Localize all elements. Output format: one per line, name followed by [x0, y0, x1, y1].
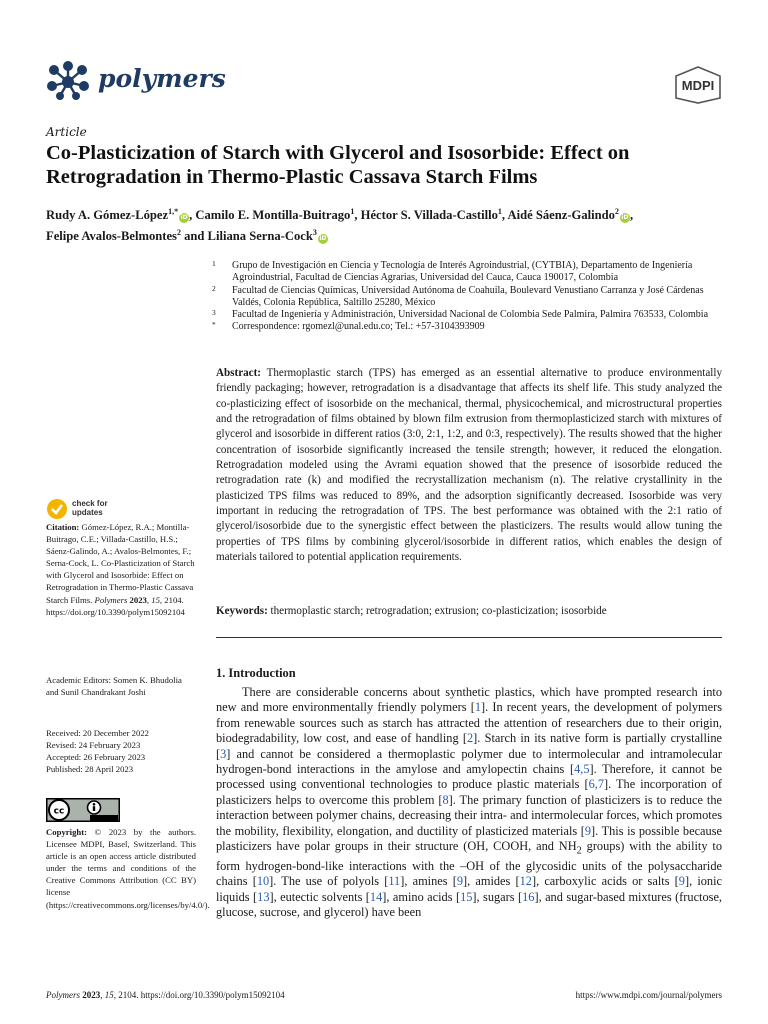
intro-text: ], eutectic solvents [ [269, 889, 370, 904]
copyright-block [46, 826, 210, 911]
keywords-label: Keywords: [216, 605, 268, 617]
article-type: Article [46, 125, 87, 139]
citation-volume: 15 [151, 594, 160, 605]
reference-link[interactable]: 13 [257, 889, 270, 904]
reference-link[interactable]: 11 [388, 874, 401, 889]
abstract-label: Abstract: [216, 367, 261, 379]
author-separator: , [354, 208, 361, 222]
date-received: Received: 20 December 2022 [46, 728, 150, 738]
footer-citation: Polymers 2023, 15, 2104. https://doi.org/10.3390/polym15092104 [46, 990, 285, 1000]
article-title: Co-Plasticization of Starch with Glycerol and Isosorbide: Effect on Retrogradation in Thermo-Plastic Cassava Starch Films [46, 142, 630, 188]
keywords-text: thermoplastic starch; retrogradation; extrusion; co-plasticization; isosorbide [270, 605, 607, 617]
section-divider [216, 637, 722, 638]
reference-link[interactable]: 12 [519, 874, 532, 889]
reference-link[interactable]: 9 [678, 874, 685, 889]
citation-text: Gómez-López, R.A.; Montilla-Buitrago, C.E.; Villada-Castillo, H.S.; Sáenz-Galindo, A.; Avalos-Belmontes, F.; Serna-Cock, L. Co-Plasticization of Starch with Glycerol and Isosorbide: Effect on Retrogradation in Thermo-Plastic Cassava Starch Films. [46, 522, 195, 605]
author-name: Aidé Sáenz-Galindo [507, 208, 615, 222]
footer-journal-url[interactable]: https://www.mdpi.com/journal/polymers [575, 990, 722, 1000]
reference-link[interactable]: 10 [256, 874, 270, 889]
intro-text: ], carboxylic acids or salts [ [531, 874, 679, 889]
citation-year: 2023 [129, 594, 147, 605]
date-accepted: Accepted: 26 February 2023 [46, 752, 146, 763]
affiliation-number: 1 [212, 259, 216, 268]
author-name: Camilo E. Montilla-Buitrago [195, 208, 351, 222]
intro-text: ]. Therefore, it cannot be processed using conventional technologies to produce plastic materials [ [216, 762, 722, 792]
citation-journal: Polymers [94, 594, 128, 605]
date-revised: Revised: 24 February 2023 [46, 740, 141, 751]
abstract [216, 366, 722, 565]
author-affiliation-sup: 2 [176, 228, 181, 237]
author-affiliation-sup: 1 [497, 207, 502, 216]
check-updates-line2: updates [72, 507, 103, 517]
chemical-subscript: 2 [576, 845, 582, 857]
author-affiliation-sup: 1 [350, 207, 355, 216]
polymers-logo-icon [46, 60, 92, 100]
citation-label: Citation: [46, 522, 80, 532]
reference-link[interactable]: 6,7 [588, 777, 605, 792]
orcid-icon[interactable]: iD [621, 214, 629, 221]
introduction-paragraph [216, 685, 722, 921]
footer-journal: Polymers [46, 990, 80, 1000]
check-for-updates-badge[interactable] [46, 498, 126, 520]
orcid-icon[interactable]: iD [180, 214, 188, 221]
check-updates-line1: check for [72, 499, 108, 508]
citation-block: Citation: Gómez-López, R.A.; Montilla-Buitrago, C.E.; Villada-Castillo, H.S.; Sáenz-Galindo, A.; Avalos-Belmontes, F.; Serna-Cock, L. Co-Plasticization of Starch with Glycerol and Isosorbide: Effect on Retrogradation in Thermo-Plastic Cassava Starch Films. Polymers 2023, 15, 2104. https://doi.org/10.3390/polym15092104 [46, 522, 195, 617]
affiliation-number: * [212, 320, 216, 330]
reference-link[interactable]: 14 [369, 889, 383, 904]
footer-year: 2023 [82, 990, 101, 1000]
journal-header [46, 60, 722, 104]
orcid-icon[interactable]: iD [319, 235, 327, 242]
author-name: Héctor S. Villada-Castillo [360, 208, 498, 222]
author-name: Felipe Avalos-Belmontes [46, 229, 177, 243]
footer-volume: 15 [104, 990, 114, 1000]
affiliation-text: Facultad de Ingeniería y Administración, Universidad Nacional de Colombia Sede Palmira, Palmira 763533, Colombia [232, 309, 709, 321]
intro-text: ]. The incorporation of plasticizers helps to overcome this problem [ [216, 777, 722, 807]
dates-block [46, 727, 196, 775]
intro-text: ]. The primary function of plasticizers is to reduce the interaction between polymer chains, decreasing their intra- and intermolecular forces, which promotes the mobility, flexibility, elongation, and ductility of plasticized materials [ [216, 792, 722, 838]
reference-link[interactable]: 2 [467, 731, 474, 746]
reference-link[interactable]: 3 [220, 746, 227, 761]
affiliation-text: Grupo de Investigación en Ciencia y Tecnología de Interés Agroindustrial, (CYTBIA), Departamento de Ingeniería Agroindustrial, Facultad de Ciencias Agrarias, Universidad del Cauca, Cauca 190017, Colombia [232, 260, 693, 284]
author-separator: and [180, 229, 208, 243]
footer-doi[interactable]: , 2104. https://doi.org/10.3390/polym15092104 [113, 990, 285, 1000]
affiliation-item [212, 321, 732, 333]
intro-text: ], and sugar-based mixtures (fructose, glucose, sucrose, and glycerol) have been [216, 889, 723, 920]
publisher-name: MDPI [681, 78, 715, 93]
author-name: Rudy A. Gómez-López [46, 208, 169, 222]
affiliation-item [212, 285, 732, 310]
reference-link[interactable]: 4,5 [574, 762, 590, 777]
reference-link[interactable]: 1 [474, 700, 481, 715]
cc-by-license-icon[interactable] [46, 798, 120, 822]
intro-text: ], sugars [ [472, 889, 523, 904]
author-separator: , [629, 208, 634, 222]
intro-text: ]. The use of polyols [ [269, 874, 389, 889]
date-published: Published: 28 April 2023 [46, 764, 134, 775]
affiliation-item [212, 260, 732, 285]
reference-link[interactable]: 16 [522, 889, 535, 904]
academic-editors: Academic Editors: Somen K. Bhudolia and Sunil Chandrakant Joshi [46, 675, 182, 698]
affiliation-number: 3 [212, 308, 216, 318]
mdpi-logo-icon[interactable] [674, 66, 722, 104]
intro-text: ], amino acids [ [382, 889, 461, 904]
reference-link[interactable]: 9 [456, 874, 464, 889]
intro-text: ]. This is possible because plasticizers have polar groups in their structure (OH, COOH, and NH [216, 823, 722, 854]
affiliation-number: 2 [212, 283, 216, 293]
affiliations [212, 260, 732, 334]
intro-text: groups) with the ability to form hydrogen-bond-like interactions with the –OH of the glycosidic units of the polysaccharide chains [ [216, 839, 723, 889]
author-name: Liliana Serna-Cock [207, 229, 313, 243]
copyright-label: Copyright: [46, 827, 88, 837]
intro-text: ] and cannot be considered a thermoplastic polymer due to intermolecular and intramolecular hydrogen-bond interactions in the amylose and amylopectin chains [ [216, 746, 722, 777]
reference-link[interactable]: 15 [460, 889, 473, 904]
intro-text: ]. Starch in its native form is partially crystalline [ [216, 731, 723, 761]
author-separator: , [501, 208, 508, 222]
intro-text: ], amides [ [463, 874, 520, 889]
author-affiliation-sup: 3 [312, 228, 317, 237]
author-list [46, 203, 736, 245]
svg-text:cc: cc [53, 806, 65, 817]
affiliation-text: Correspondence: rgomezl@unal.edu.co; Tel.: +57-3104393909 [232, 321, 485, 333]
reference-link[interactable]: 8 [442, 792, 449, 807]
reference-link[interactable]: 9 [584, 823, 592, 838]
section-title-introduction: 1. Introduction [216, 666, 296, 680]
check-updates-icon [46, 498, 68, 520]
citation-doi[interactable]: , 2104. https://doi.org/10.3390/polym15092104 [46, 594, 185, 617]
intro-text: ], amines [ [400, 874, 457, 889]
journal-name: polymers [98, 64, 226, 93]
author-separator: , [189, 208, 196, 222]
intro-text: ]. In recent years, the development of polymers from renewable sources such as starch has attracted the attention of researchers due to their origin, biodegradability, low cost, and ease of handling [ [216, 700, 722, 746]
keywords [216, 604, 722, 618]
author-affiliation-sup: 2 [614, 207, 619, 216]
intro-text: ], ionic liquids [ [216, 874, 722, 904]
affiliation-item [212, 309, 732, 321]
abstract-text: Thermoplastic starch (TPS) has emerged as an essential alternative to produce environmentally friendly packaging; however, retrogradation is a disadvantage that affects its shelf life. This study analyzed the co-plasticizing effect of isosorbide on the mechanical, thermal, physicochemical, and microstructural properties and the retrogradation of films obtained by blown film extrusion from thermoplasticized starch with mixtures of glycerol and isosorbide in different ratios (3:0, 2:1, 1:2, and 0:3, respectively). The results showed that the higher concentration of isosorbide significantly increased the tensile strength; however, it reduced the elongation. Retrogradation modeled using the Avrami equation showed that the presence of isosorbide reduced the retrogradation rate (k) and modified the recrystallization mechanism (n). The relative crystallinity in the plasticized TPS films was reduced to 89%, and the adsorption significantly decreased. Isosorbide was very important in reducing the retrogradation of TPS. The best performance was obtained with the 2:1 ratio of glycerol/isosorbide due to the synergistic effect between the plasticizers. The results would allow tuning the properties of TPS films by combining glycerol/isosorbide in different ratios, which enables the design of materials tailored to potential application requirements. [216, 367, 722, 564]
intro-text: There are considerable concerns about synthetic plastics, which have prompted research into new and more environmentally friendly polymers [ [216, 685, 722, 715]
author-affiliation-sup: 1,* [168, 207, 179, 216]
copyright-text: © 2023 by the authors. Licensee MDPI, Basel, Switzerland. This article is an open access article distributed under the terms and conditions of the Creative Commons Attribution (CC BY) license (https://creativecommons.org/licenses/by/4.0/). [46, 827, 210, 910]
affiliation-text: Facultad de Ciencias Químicas, Universidad Autónoma de Coahuila, Boulevard Venustiano Carranza y José Cárdenas Valdés, Colonia República, Saltillo 25280, México [232, 284, 704, 308]
